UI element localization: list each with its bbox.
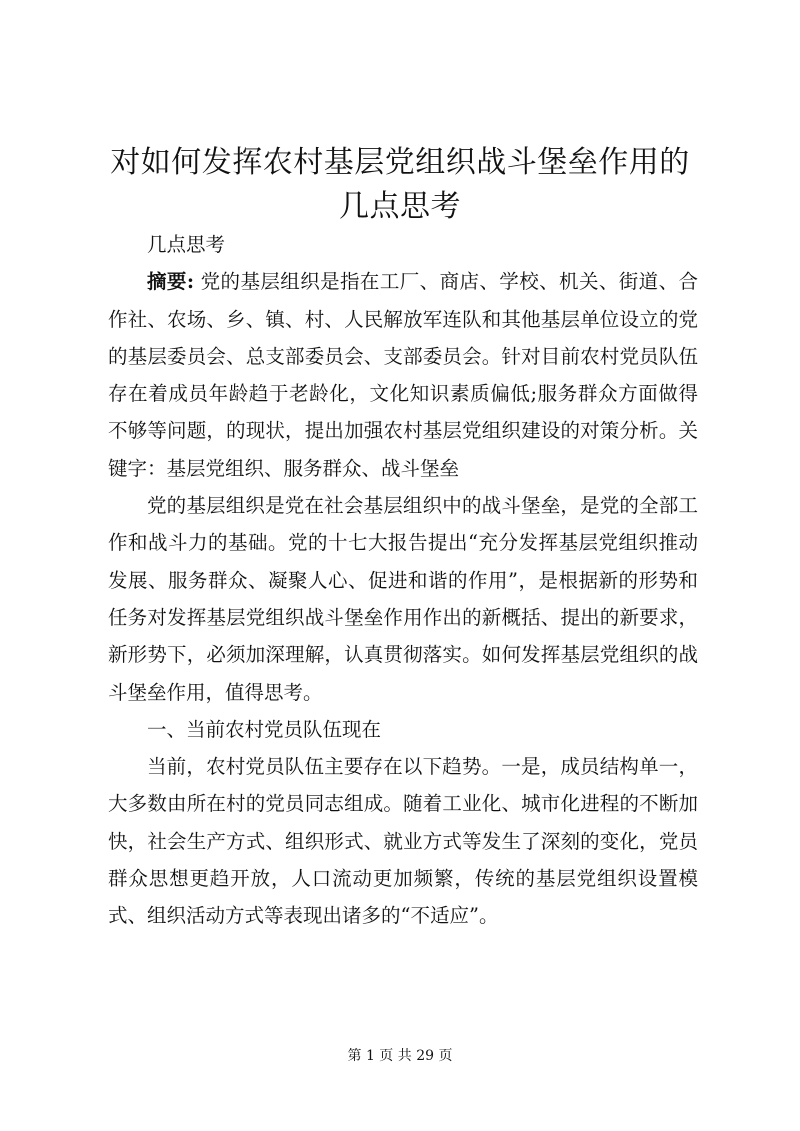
document-body	[108, 226, 698, 935]
abstract-label: 摘要:	[147, 270, 195, 294]
abstract-paragraph	[108, 263, 698, 487]
body-paragraph-1: 党的基层组织是党在社会基层组织中的战斗堡垒，是党的全部工作和战斗力的基础。党的十七大报告提出“充分发挥基层党组织推动发展、服务群众、凝聚人心、促进和谐的作用”，是根据新的形势和任务对发挥基层党组织战斗堡垒作用作出的新概括、提出的新要求，新形势下，必须加深理解，认真贯彻落实。如何发挥基层党组织的战斗堡垒作用，值得思考。	[108, 494, 698, 704]
document-title: 对如何发挥农村基层党组织战斗堡垒作用的几点思考	[110, 145, 690, 224]
body-paragraph-2: 当前，农村党员队伍主要存在以下趋势。一是，成员结构单一，大多数由所在村的党员同志组成。随着工业化、城市化进程的不断加快，社会生产方式、组织形式、就业方式等发生了深刻的变化，党员群众思想更趋开放，人口流动更加频繁，传统的基层党组织设置模式、组织活动方式等表现出诸多的“不适应”。	[108, 755, 698, 928]
subtitle: 几点思考	[147, 233, 226, 256]
page-footer: 第 1 页 共 29 页	[347, 1048, 453, 1064]
abstract-text: 党的基层组织是指在工厂、商店、学校、机关、街道、合作社、农场、乡、镇、村、人民解放军连队和其他基层单位设立的党的基层委员会、总支部委员会、支部委员会。针对目前农村党员队伍存在着成员年龄趋于老龄化，文化知识素质偏低;服务群众方面做得不够等问题，的现状，提出加强农村基层党组织建设的对策分析。关键字：基层党组织、服务群众、战斗堡垒	[108, 270, 699, 480]
section-heading-1: 一、当前农村党员队伍现在	[147, 717, 382, 741]
